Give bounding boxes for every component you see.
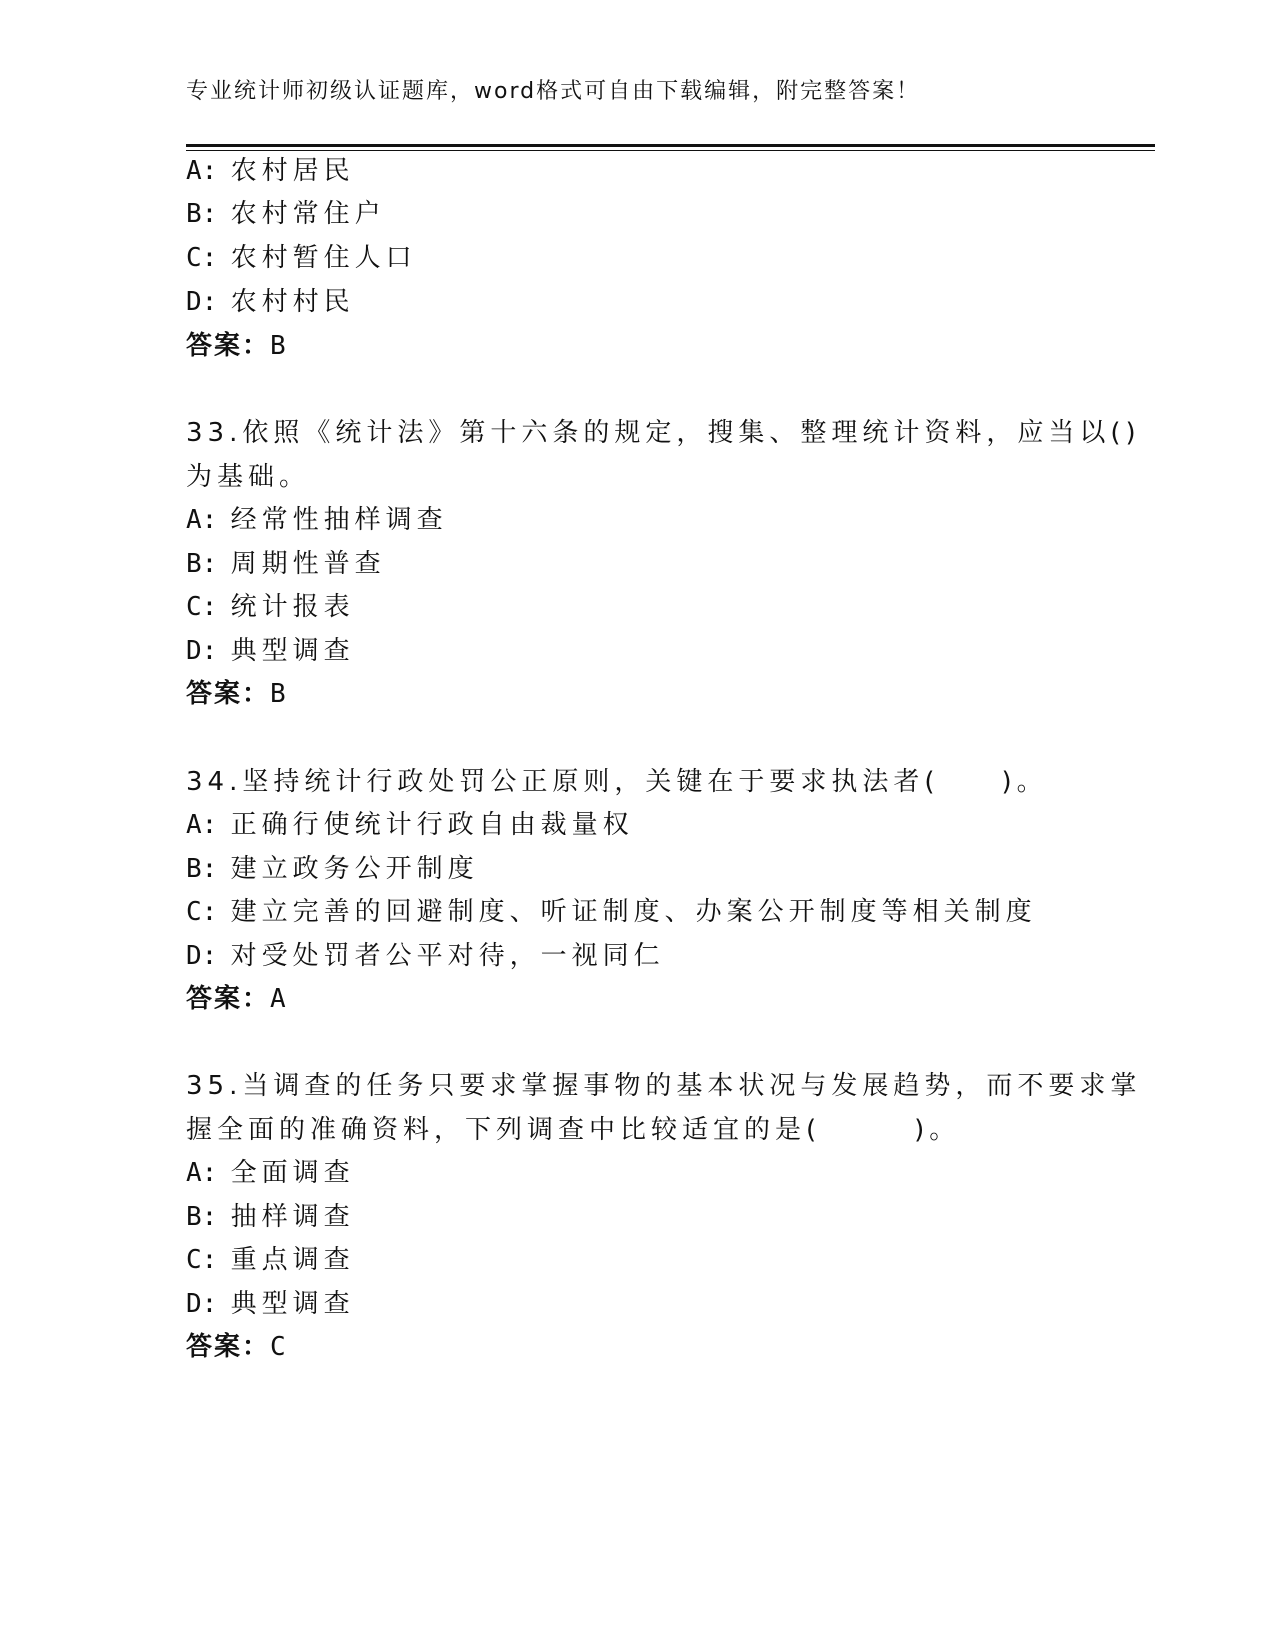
- option-letter: D:: [186, 941, 218, 971]
- option-d: [186, 1287, 355, 1321]
- option-text: 经常性抽样调查: [230, 505, 448, 535]
- option-letter: D:: [186, 287, 218, 317]
- option-text: 统计报表: [230, 592, 355, 622]
- option-b: [186, 852, 479, 886]
- option-c: [186, 590, 355, 624]
- option-a: [186, 808, 634, 842]
- option-d: [186, 285, 355, 319]
- option-text: 农村村民: [230, 287, 355, 317]
- option-letter: A:: [186, 156, 218, 186]
- option-text: 抽样调查: [230, 1202, 355, 1232]
- answer-label: 答案：: [186, 331, 271, 361]
- page-header: 专业统计师初级认证题库，word格式可自由下载编辑，附完整答案！: [186, 79, 921, 104]
- option-letter: B:: [186, 854, 218, 884]
- option-text: 重点调查: [230, 1245, 355, 1275]
- option-letter: A:: [186, 1158, 218, 1188]
- header-rule-thin: [186, 150, 1155, 151]
- option-a: [186, 1156, 355, 1190]
- option-letter: B:: [186, 199, 218, 229]
- option-text: 建立政务公开制度: [230, 854, 479, 884]
- option-letter: C:: [186, 592, 218, 622]
- option-a: [186, 154, 355, 188]
- option-b: [186, 197, 386, 231]
- option-d: [186, 634, 355, 668]
- question-35-text-line-1: 35.当调查的任务只要求掌握事物的基本状况与发展趋势，而不要求掌: [186, 1071, 1142, 1101]
- option-c: [186, 241, 417, 275]
- answer-line: [186, 329, 286, 363]
- question-34-text-line-1: 34.坚持统计行政处罚公正原则，关键在于要求执法者( )。: [186, 767, 1048, 797]
- answer-label: 答案：: [186, 679, 271, 709]
- option-letter: D:: [186, 1289, 218, 1319]
- option-text: 对受处罚者公平对待，一视同仁: [230, 941, 665, 971]
- option-text: 正确行使统计行政自由裁量权: [230, 810, 634, 840]
- answer-value: C: [270, 1332, 286, 1362]
- option-b: [186, 1200, 355, 1234]
- option-text: 农村暂住人口: [230, 243, 417, 273]
- option-letter: C:: [186, 897, 218, 927]
- option-letter: B:: [186, 1202, 218, 1232]
- answer-line: [186, 982, 286, 1016]
- option-a: [186, 503, 448, 537]
- option-letter: C:: [186, 243, 218, 273]
- answer-line: [186, 677, 286, 711]
- option-c: [186, 1243, 355, 1277]
- answer-value: A: [270, 984, 286, 1014]
- option-letter: B:: [186, 549, 218, 579]
- option-text: 典型调查: [230, 1289, 355, 1319]
- option-text: 全面调查: [230, 1158, 355, 1188]
- option-text: 典型调查: [230, 636, 355, 666]
- option-text: 周期性普查: [230, 549, 386, 579]
- answer-line: [186, 1330, 286, 1364]
- option-letter: A:: [186, 810, 218, 840]
- option-text: 农村常住户: [230, 199, 386, 229]
- header-rule-thick: [186, 144, 1155, 147]
- question-33-text-line-1: 33.依照《统计法》第十六条的规定，搜集、整理统计资料，应当以(): [186, 418, 1141, 448]
- option-text: 农村居民: [230, 156, 355, 186]
- answer-value: B: [270, 679, 286, 709]
- question-35-text-line-2: 握全面的准确资料，下列调查中比较适宜的是( )。: [186, 1115, 961, 1145]
- option-letter: A:: [186, 505, 218, 535]
- option-c: [186, 895, 1037, 929]
- option-letter: D:: [186, 636, 218, 666]
- option-letter: C:: [186, 1245, 218, 1275]
- answer-label: 答案：: [186, 1332, 271, 1362]
- answer-value: B: [270, 331, 286, 361]
- option-text: 建立完善的回避制度、听证制度、办案公开制度等相关制度: [230, 897, 1037, 927]
- option-d: [186, 939, 665, 973]
- answer-label: 答案：: [186, 984, 271, 1014]
- option-b: [186, 547, 386, 581]
- question-33-text-line-2: 为基础。: [186, 462, 311, 492]
